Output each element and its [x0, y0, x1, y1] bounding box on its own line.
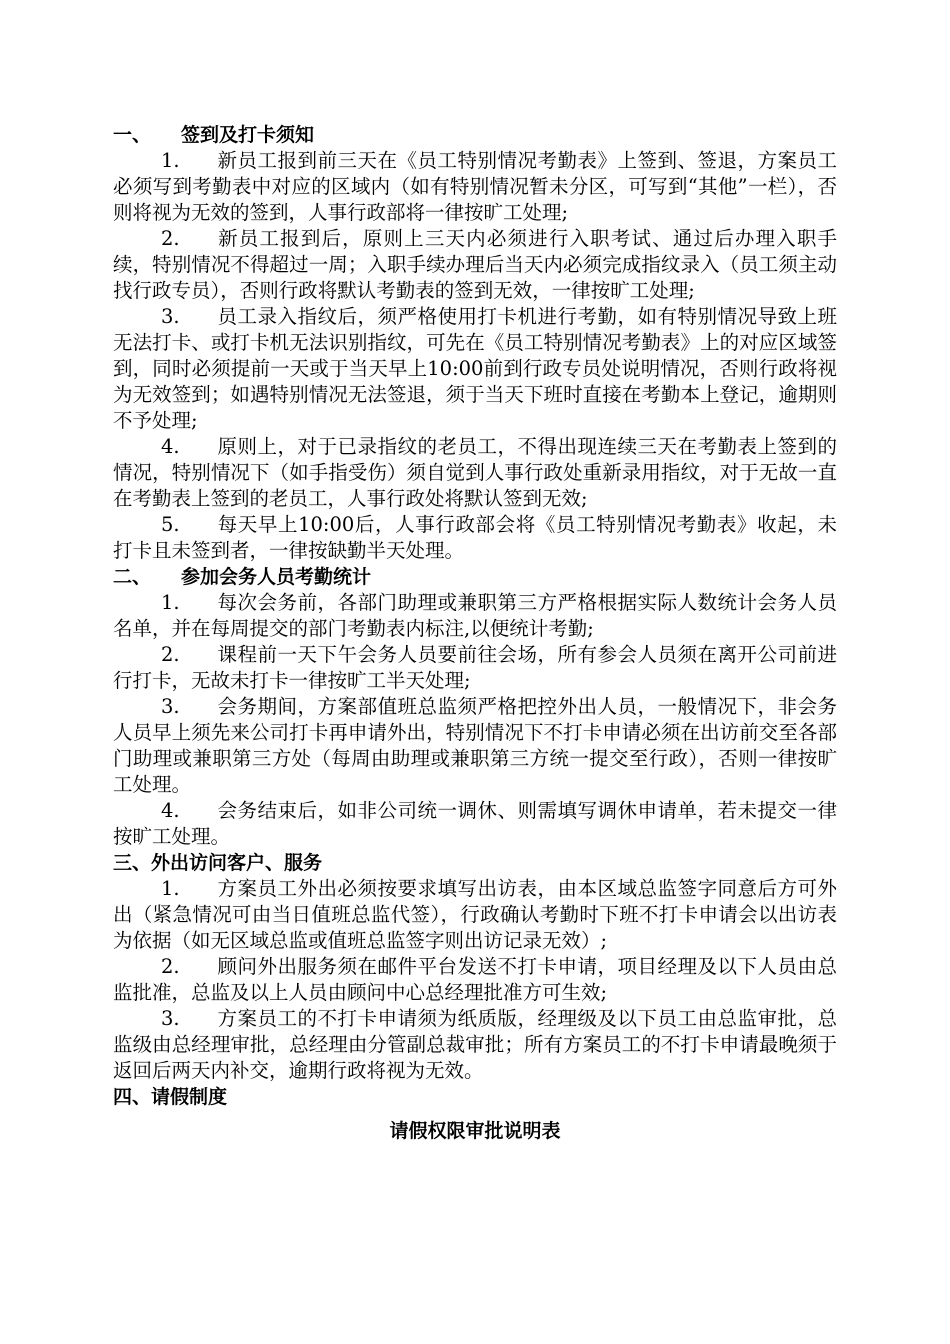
item-text: 方案员工外出必须按要求填写出访表，由本区域总监签字同意后方可外出（紧急情况可由当日值班总监代签），行政确认考勤时下班不打卡申请会以出访表为依据（如无区域总监或值班总监签字则出访记录无效）; — [113, 877, 837, 952]
section-number: 三、 — [113, 852, 152, 874]
section-number: 一、 — [113, 124, 152, 146]
paragraph — [113, 226, 837, 304]
item-text: 每天早上10:00后，人事行政部会将《员工特别情况考勤表》收起，未打卡且未签到者，一律按缺勤半天处理。 — [113, 513, 837, 562]
section-heading — [113, 1084, 837, 1110]
item-number: 1. — [161, 591, 180, 614]
paragraph — [113, 590, 837, 642]
paragraph — [113, 876, 837, 954]
item-text: 会务结束后，如非公司统一调休、则需填写调休申请单，若未提交一律按旷工处理。 — [113, 799, 837, 848]
item-text: 课程前一天下午会务人员要前往会场，所有参会人员须在离开公司前进行打卡，无故未打卡一律按旷工半天处理; — [113, 643, 837, 692]
item-text: 会务期间，方案部值班总监须严格把控外出人员，一般情况下，非会务人员早上须先来公司打卡再申请外出，特别情况下不打卡申请必须在出访前交至各部门助理或兼职第三方处（每周由助理或兼职第三方统一提交至行政），否则一律按旷工处理。 — [113, 695, 837, 796]
paragraph — [113, 304, 837, 434]
item-text: 新员工报到后，原则上三天内必须进行入职考试、通过后办理入职手续，特别情况不得超过一周；入职手续办理后当天内必须完成指纹录入（员工须主动找行政专员），否则行政将默认考勤表的签到无效，一律按旷工处理; — [113, 227, 837, 302]
item-text: 原则上，对于已录指纹的老员工，不得出现连续三天在考勤表上签到的情况，特别情况下（如手指受伤）须自觉到人事行政处重新录用指纹，对于无故一直在考勤表上签到的老员工，人事行政处将默认签到无效; — [113, 435, 837, 510]
item-number: 2. — [161, 643, 180, 666]
paragraph — [113, 642, 837, 694]
table-title: 请假权限审批说明表 — [389, 1120, 561, 1142]
item-text: 新员工报到前三天在《员工特别情况考勤表》上签到、签退，方案员工必须写到考勤表中对应的区域内（如有特别情况暂未分区，可写到“其他”一栏），否则将视为无效的签到，人事行政部将一律按旷工处理; — [113, 149, 837, 224]
section-title: 外出访问客户、服务 — [151, 852, 323, 874]
item-text: 每次会务前，各部门助理或兼职第三方严格根据实际人数统计会务人员名单，并在每周提交的部门考勤表内标注,以便统计考勤; — [113, 591, 837, 640]
item-number: 3. — [161, 695, 180, 718]
item-text: 员工录入指纹后，须严格使用打卡机进行考勤，如有特别情况导致上班无法打卡、或打卡机无法识别指纹，可先在《员工特别情况考勤表》上的对应区域签到，同时必须提前一天或于当天早上10:00前到行政专员处说明情况，否则行政将视为无效签到；如遇特别情况无法签退，须于当天下班时直接在考勤本上登记，逾期则不予处理; — [113, 305, 837, 432]
section-number: 二、 — [113, 566, 152, 588]
paragraph — [113, 434, 837, 512]
document-page — [113, 122, 837, 1144]
paragraph — [113, 798, 837, 850]
section-number: 四、 — [113, 1086, 152, 1108]
section-title: 请假制度 — [151, 1086, 228, 1108]
item-number: 2. — [161, 955, 180, 978]
item-text: 顾问外出服务须在邮件平台发送不打卡申请，项目经理及以下人员由总监批准，总监及以上人员由顾问中心总经理批准方可生效; — [113, 955, 837, 1004]
paragraph — [113, 512, 837, 564]
item-text: 方案员工的不打卡申请须为纸质版，经理级及以下员工由总监审批，总监级由总经理审批，总经理由分管副总裁审批；所有方案员工的不打卡申请最晚须于返回后两天内补交，逾期行政将视为无效。 — [113, 1007, 837, 1082]
section-title: 签到及打卡须知 — [181, 124, 315, 146]
paragraph — [113, 694, 837, 798]
paragraph — [113, 148, 837, 226]
section-heading — [113, 850, 837, 876]
item-number: 4. — [161, 799, 180, 822]
item-number: 3. — [161, 1007, 180, 1030]
paragraph — [113, 1006, 837, 1084]
item-number: 2. — [161, 227, 180, 250]
paragraph — [113, 954, 837, 1006]
item-number: 1. — [161, 877, 180, 900]
section-title: 参加会务人员考勤统计 — [181, 566, 372, 588]
item-number: 4. — [161, 435, 180, 458]
item-number: 3. — [161, 305, 180, 328]
item-number: 5. — [161, 513, 180, 536]
section-heading — [113, 564, 837, 590]
item-number: 1. — [161, 149, 180, 172]
section-heading — [113, 122, 837, 148]
